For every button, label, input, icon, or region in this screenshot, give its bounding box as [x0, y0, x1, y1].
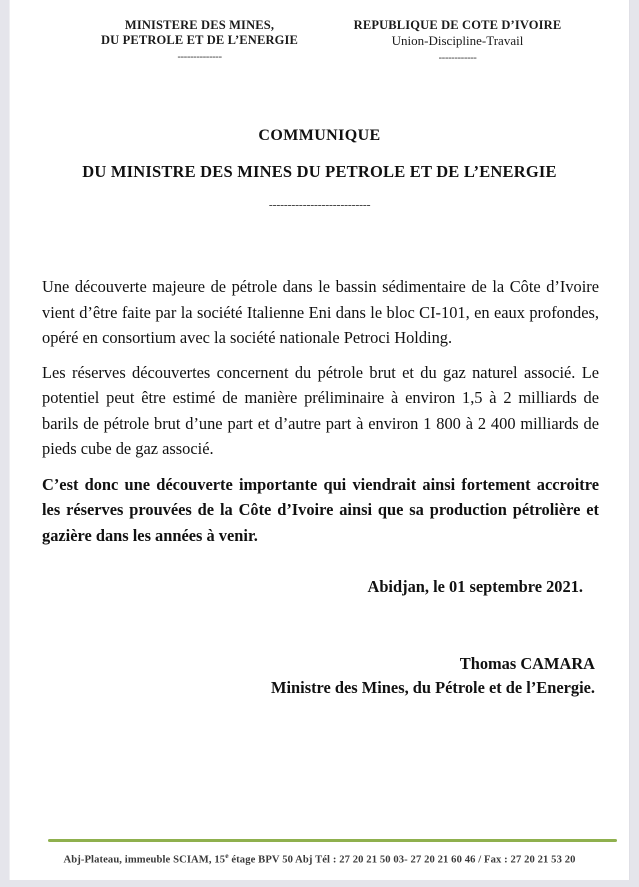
body-paragraph-2: Les réserves découvertes concernent du pétrole brut et du gaz naturel associé. Le potentiel peut être estimé de manière préliminaire à environ 1,5 à 2 milliards de barils de pétrole brut d’une part et d’autre part à environ 1 800 à 2 400 milliards de pieds cube de gaz associé.	[42, 362, 599, 458]
body-paragraph-3: C’est donc une découverte importante qui viendrait ainsi fortement accroitre les réserves prouvées de la Côte d’Ivoire ainsi que sa production pétrolière et gazière dans les années à venir.	[42, 474, 599, 545]
document-title-block	[10, 127, 629, 212]
document-page	[9, 0, 630, 880]
page-title: COMMUNIQUE	[258, 127, 381, 144]
republic-divider: ------------	[438, 52, 477, 64]
footer-address-part-2: étage BPV 50 Abj Tél : 27 20 21 50 03- 27 20 21 60 46 / Fax : 27 20 21 53 20	[228, 855, 576, 866]
ministry-line-1: MINISTERE DES MINES,	[124, 18, 275, 32]
document-body	[42, 212, 599, 700]
republic-motto: Union-Discipline-Travail	[391, 33, 524, 48]
republic-line-1: REPUBLIQUE DE COTE D’IVOIRE	[353, 18, 562, 32]
footer-address-part-1: Abj-Plateau, immeuble SCIAM, 15	[63, 855, 226, 866]
footer-ordinal-suffix: e	[225, 851, 229, 861]
footer-address	[10, 851, 629, 866]
title-divider: ---------------------------	[268, 198, 371, 212]
letterhead-republic	[340, 18, 575, 65]
page-footer	[10, 839, 629, 866]
dateline: Abidjan, le 01 septembre 2021.	[367, 577, 583, 596]
signature-block	[42, 652, 599, 700]
signatory-title: Ministre des Mines, du Pétrole et de l’Energie.	[271, 678, 595, 697]
ministry-divider: --------------	[177, 51, 222, 63]
ministry-line-2: DU PETROLE ET DE L’ENERGIE	[100, 33, 298, 47]
body-paragraph-1: Une découverte majeure de pétrole dans le bassin sédimentaire de la Côte d’Ivoire vient d’être faite par la société Italienne Eni dans le bloc CI-101, en eaux profondes, opéré en consortium avec la société nationale Petroci Holding.	[42, 277, 599, 347]
page-subtitle: DU MINISTRE DES MINES DU PETROLE ET DE L’ENERGIE	[82, 162, 557, 181]
letterhead	[10, 0, 629, 65]
signatory-name: Thomas CAMARA	[459, 654, 595, 673]
footer-rule	[48, 839, 617, 842]
letterhead-ministry	[72, 18, 327, 65]
